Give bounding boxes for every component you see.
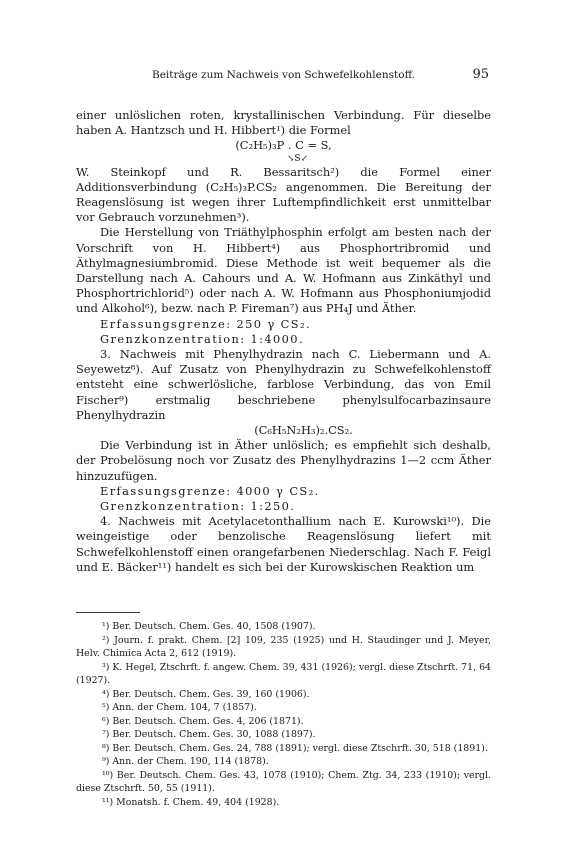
erfassungsgrenze-2: Erfassungsgrenze: 4000 γ CS₂. [100,483,320,498]
footnotes [76,620,491,809]
grenzkonzentration-1: Grenzkonzentration: 1:4000. [100,331,304,346]
text-line-2: haben A. Hantzsch und H. Hibbert¹) die Formel [76,123,351,138]
page-number: 95 [472,67,489,82]
footnote-6: ⁶) Ber. Deutsch. Chem. Ges. 4, 206 (1871). [102,715,304,727]
running-title: Beiträge zum Nachweis von Schwefelkohlenstoff. [151,69,415,81]
footnote-7: ⁷) Ber. Deutsch. Chem. Ges. 30, 1088 (1897). [102,729,316,740]
footnote-1: ¹) Ber. Deutsch. Chem. Ges. 40, 1508 (1907). [102,621,316,632]
footnote-9: ⁹) Ann. der Chem. 190, 114 (1878). [102,756,269,767]
footnote-5: ⁵) Ann. der Chem. 104, 7 (1857). [102,702,257,713]
text-line-1: einer unlöslichen roten, krystallinischen Verbindung. Für dieselbe [76,108,491,122]
erfassungsgrenze-1: Erfassungsgrenze: 250 γ CS₂. [100,316,311,331]
paragraph-steinkopf: W. Steinkopf und R. Bessaritsch²) die Formel einer Additionsverbindung (C₂H₅)₃P.CS₂ angenommen. Die Bereitung der Reagenslösung ist wegen ihrer Luftempfindlichkeit erst unmittelbar vor Gebrauch vorzunehmen³). [76,164,491,225]
paragraph-aether: Die Verbindung ist in Äther unlöslich; es empfiehlt sich deshalb, der Probelösung noch vor Zusatz des Phenylhydrazins 1—2 ccm Äther hinzuzufügen. [76,438,491,483]
footnote-4: ⁴) Ber. Deutsch. Chem. Ges. 39, 160 (1906). [102,688,310,700]
running-header [76,69,491,85]
footnote-11: ¹¹) Monatsh. f. Chem. 49, 404 (1928). [102,796,280,808]
footnote-3: ³) K. Hegel, Ztschrft. f. angew. Chem. 39, 431 (1926); vergl. diese Ztschrft. 71, 64 (1927). [76,661,491,686]
footnote-8: ⁸) Ber. Deutsch. Chem. Ges. 24, 788 (1891); vergl. diese Ztschrft. 30, 518 (1891). [102,742,488,754]
main-text [76,108,491,575]
footnote-10: ¹⁰) Ber. Deutsch. Chem. Ges. 43, 1078 (1910); Chem. Ztg. 34, 233 (1910); vergl. diese Ztschrft. 50, 55 (1911). [76,769,491,794]
formula-triethylphosphine-cs2: (C₂H₅)₃P . C = S, [235,138,332,153]
section-4-acetylacetonthallium: 4. Nachweis mit Acetylacetonthallium nach E. Kurowski¹⁰). Die weingeistige oder benzolische Reagenslösung liefert mit Schwefelkohlenstoff einen orangefarbenen Niederschlag. Nach F. Feigl und E. Bäcker¹¹) handelt es sich bei der Kurowskischen Reaktion um [76,514,491,574]
formula-sulfur-bridge: ↘S↙ [286,153,309,164]
footnote-divider [76,612,140,613]
grenzkonzentration-2: Grenzkonzentration: 1:250. [100,499,296,514]
formula-phenylhydrazin: (C₆H₅N₂H₃)₂.CS₂. [254,423,353,438]
footnote-2: ²) Journ. f. prakt. Chem. [2] 109, 235 (1925) und H. Staudinger und J. Meyer, Helv. Chimica Acta 2, 612 (1919). [76,634,491,659]
section-3-phenylhydrazin: 3. Nachweis mit Phenylhydrazin nach C. Liebermann und A. Seyewetz⁸). Auf Zusatz von Phenylhydrazin zu Schwefelkohlenstoff entsteht eine schwerlösliche, farblose Verbindung, das von Emil Fischer⁹) erstmalig beschriebene phenylsulfocarbazinsaure Phenylhydrazin [76,347,491,422]
paragraph-herstellung: Die Herstellung von Triäthylphosphin erfolgt am besten nach der Vorschrift von H. Hibbert⁴) aus Phosphortribromid und Äthylmagnesiumbromid. Diese Methode ist weit bequemer als die Darstellung nach A. Cahours und A. W. Hofmann aus Zinkäthyl und Phosphortrichlorid⁵) oder nach A. W. Hofmann aus Phosphoniumjodid und Alkohol⁶), bezw. nach P. Fireman⁷) aus PH₄J und Äther. [76,225,491,316]
